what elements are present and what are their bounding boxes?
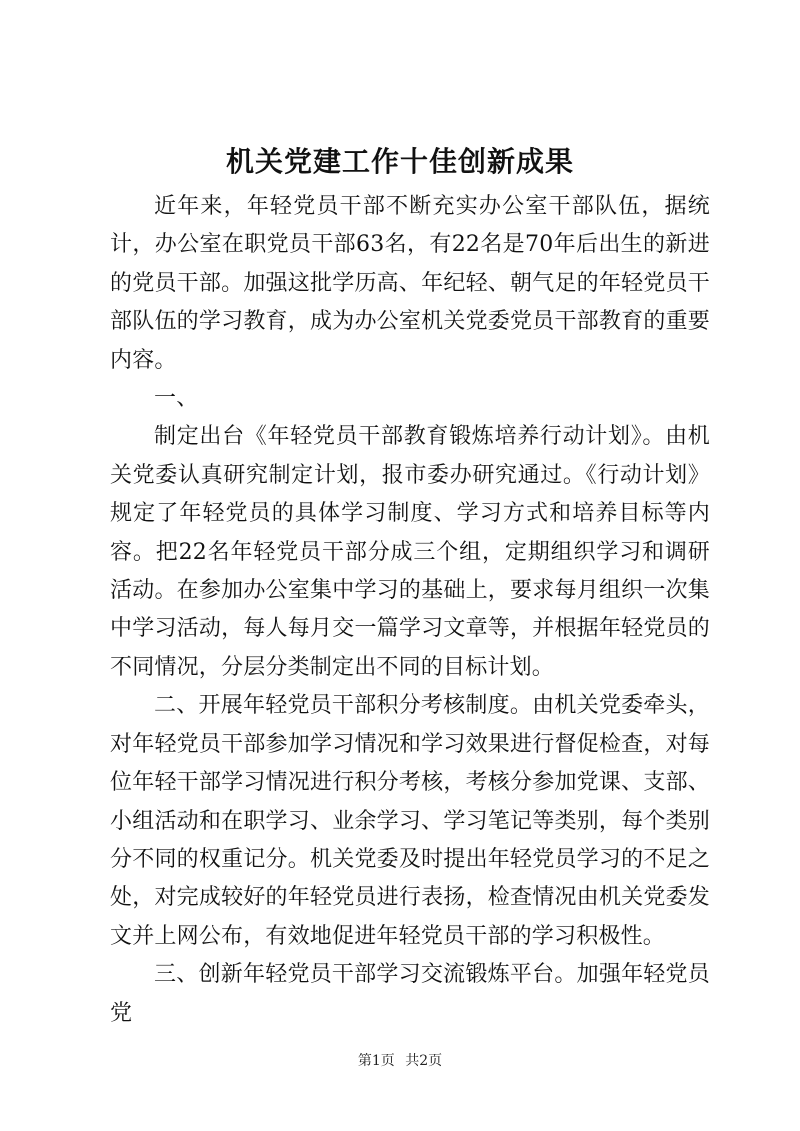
paragraph-action-plan: 制定出台《年轻党员干部教育锻炼培养行动计划》。由机关党委认真研究制定计划，报市委办研究通过。《行动计划》规定了年轻党员的具体学习制度、学习方式和培养目标等内容。把22名年轻党员干部分成三个组，定期组织学习和调研活动。在参加办公室集中学习的基础上，要求每月组织一次集中学习活动，每人每月交一篇学习文章等，并根据年轻党员的不同情况，分层分类制定出不同的目标计划。 bbox=[110, 424, 710, 680]
paragraph-section-three: 三、创新年轻党员干部学习交流锻炼平台。加强年轻党员党 bbox=[110, 962, 710, 1026]
page-number: 第1页 bbox=[357, 1053, 395, 1069]
paragraph-section-two: 二、开展年轻党员干部积分考核制度。由机关党委牵头，对年轻党员干部参加学习情况和学习效果进行督促检查，对每位年轻干部学习情况进行积分考核，考核分参加党课、支部、小组活动和在职学习、业余学习、学习笔记等类别，每个类别分不同的权重记分。机关党委及时提出年轻党员学习的不足之处，对完成较好的年轻党员进行表扬，检查情况由机关党委发文并上网公布，有效地促进年轻党员干部的学习积极性。 bbox=[110, 693, 710, 949]
page-title: 机关党建工作十佳创新成果 bbox=[225, 145, 574, 178]
page-footer bbox=[0, 1050, 800, 1070]
paragraph-intro: 近年来，年轻党员干部不断充实办公室干部队伍，据统计，办公室在职党员干部63名，有22名是70年后出生的新进的党员干部。加强这批学历高、年纪轻、朝气足的年轻党员干部队伍的学习教育，成为办公室机关党委党员干部教育的重要内容。 bbox=[110, 194, 710, 373]
paragraph-section-one-heading: 一、 bbox=[154, 386, 199, 412]
page-total: 共2页 bbox=[405, 1053, 443, 1069]
document-body bbox=[110, 188, 710, 1033]
